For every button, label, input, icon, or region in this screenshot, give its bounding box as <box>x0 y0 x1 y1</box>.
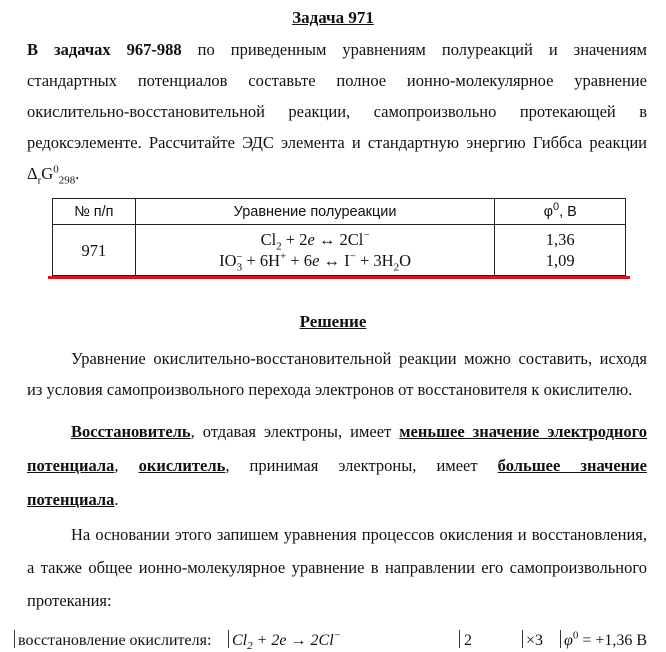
p2-text-3: , принимая электроны, имеет <box>225 456 478 475</box>
row-equations <box>135 225 495 276</box>
left-border <box>14 630 15 648</box>
p2-line-2 <box>27 449 647 483</box>
reduction-equation: $Cl_2 + 2e \to 2Cl^-$ <box>232 629 342 652</box>
red-underline <box>48 276 630 279</box>
p1-line-2: из условия самопроизвольного перехода электронов от восстановителя к окислителю. <box>27 380 633 399</box>
intro-line-3: окислительно-восстановительной реакции, самопроизвольно протекающей в <box>27 102 647 121</box>
separator-1 <box>228 630 229 648</box>
potential-1: 1,36 <box>545 230 575 249</box>
reduction-label: восстановление окислителя: <box>18 632 212 649</box>
p3-line-2: а также общее ионно-молекулярное уравнение в направлении его самопроизвольного <box>27 558 647 577</box>
intro-line-4: редоксэлементе. Рассчитайте ЭДС элемента и стандартную энергию Гиббса реакции <box>27 133 647 152</box>
p2-text-4: . <box>114 490 119 509</box>
equation-2: $IO_3^- + 6H^+ + 6e$ ↔ $I^- + 3H_2O$ <box>219 250 412 274</box>
potential-term-1: потенциала <box>27 456 115 475</box>
separator-3 <box>522 630 523 648</box>
reduction-row <box>14 629 664 652</box>
solution-heading: Решение <box>299 312 367 331</box>
row-potentials <box>495 225 626 276</box>
paragraph-1 <box>27 343 647 405</box>
col-equation-header: Уравнение полуреакции <box>135 199 495 225</box>
row-number: 971 <box>53 225 136 276</box>
task-heading: Задача 971 <box>292 8 374 27</box>
p2-text-1: , отдавая электроны, имеет <box>190 422 392 441</box>
lower-potential-term: меньшее значение электродного <box>399 422 647 441</box>
multiplier: ×3 <box>526 632 544 649</box>
p2-text-2: , <box>114 456 119 475</box>
p2-line-3 <box>27 483 647 517</box>
p3-line-1: На основании этого запишем уравнения процессов окисления и восстановления, <box>71 525 647 544</box>
col-potential-header: $\varphi^0$, В <box>495 199 626 225</box>
separator-4 <box>560 630 561 648</box>
intro-bold-lead: В задачах 967-988 <box>27 40 182 59</box>
half-reaction-table <box>52 198 626 276</box>
intro-line-1 <box>27 34 647 65</box>
intro-line1-text: по приведенным уравнениям полуреакций и значениям <box>197 40 648 59</box>
p1-line-1: Уравнение окислительно-восстановительной реакции можно составить, исходя <box>71 349 647 368</box>
col-number-header: № п/п <box>53 199 136 225</box>
p3-line-3: протекания: <box>27 591 112 610</box>
reduction-potential: $\varphi^0 = +1,36$ В <box>564 629 648 649</box>
electron-count: 2 <box>464 632 472 649</box>
intro-line-5: $\Delta_rG^0_{298}$. <box>27 163 80 187</box>
separator-2 <box>459 630 460 648</box>
potential-term-2: потенциала <box>27 490 115 509</box>
equation-1: $Cl_2 + 2e$ ↔ 2Cl− <box>260 229 370 253</box>
potential-2: 1,09 <box>545 251 575 270</box>
intro-paragraph <box>27 34 647 189</box>
oxidizer-term: окислитель <box>138 456 226 475</box>
paragraph-3 <box>27 518 647 617</box>
higher-potential-term: большее значение <box>497 456 648 475</box>
p2-line-1 <box>27 415 647 449</box>
intro-line-2: стандартных потенциалов составьте полное ионно-молекулярное уравнение <box>27 71 647 90</box>
paragraph-2 <box>27 415 647 517</box>
reducer-term: Восстановитель <box>71 422 191 441</box>
